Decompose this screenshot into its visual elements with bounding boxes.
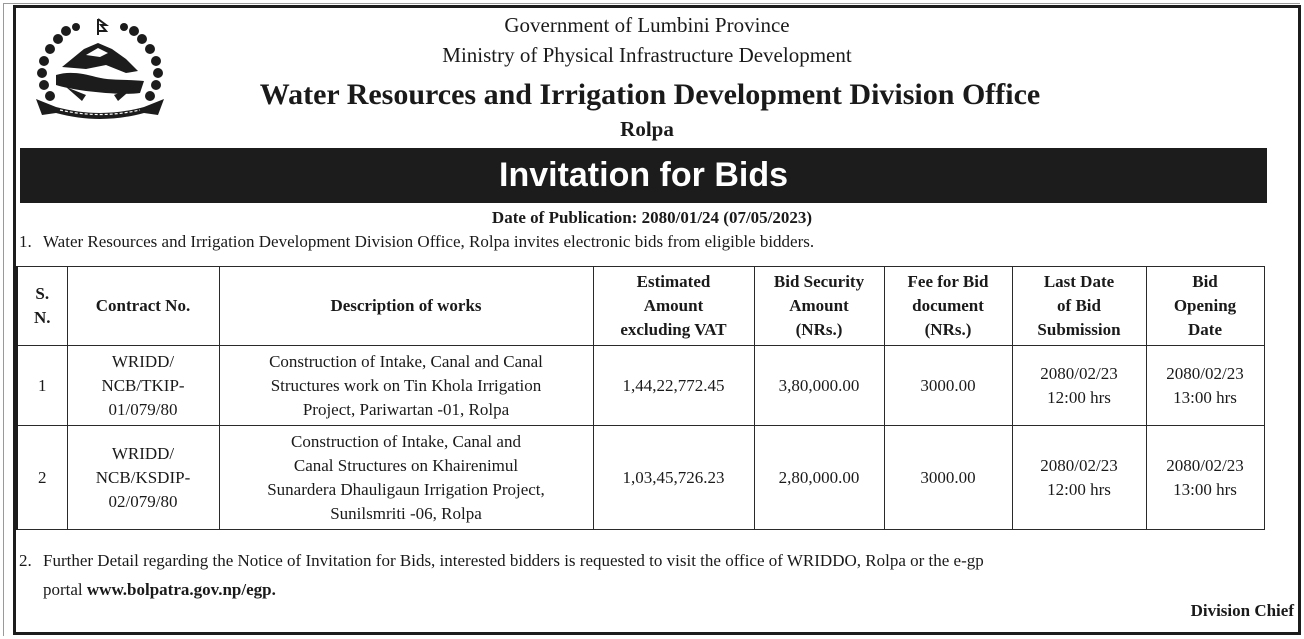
header-fee: Fee for Bid document (NRs.) <box>884 267 1012 346</box>
bids-table <box>16 266 1265 530</box>
header-last-date: Last Date of Bid Submission <box>1012 267 1146 346</box>
cell-last-date: 2080/02/23 12:00 hrs <box>1012 426 1146 530</box>
table-header-row <box>17 267 1264 346</box>
cell-description: Construction of Intake, Canal and Canal Structures work on Tin Khola Irrigation Project, Pariwartan -01, Rolpa <box>219 346 593 426</box>
cell-sn: 2 <box>17 426 67 530</box>
notice-title-banner: Invitation for Bids <box>20 148 1267 203</box>
header-opening-date: Bid Opening Date <box>1146 267 1264 346</box>
cell-opening-date: 2080/02/23 13:00 hrs <box>1146 346 1264 426</box>
cell-bid-security: 3,80,000.00 <box>754 346 884 426</box>
paragraph-text: Water Resources and Irrigation Development Division Office, Rolpa invites electronic bids from eligible bidders. <box>43 232 815 251</box>
paragraph-text-prefix: portal <box>43 580 87 599</box>
cell-contract-no: WRIDD/ NCB/TKIP- 01/079/80 <box>67 346 219 426</box>
egp-portal-link[interactable]: www.bolpatra.gov.np/egp. <box>86 580 276 599</box>
district-name: Rolpa <box>620 117 674 141</box>
cell-estimated-amount: 1,03,45,726.23 <box>593 426 754 530</box>
paragraph-2 <box>19 546 1269 604</box>
publication-date: Date of Publication: 2080/01/24 (07/05/2023) <box>491 208 813 227</box>
signature-title: Division Chief <box>1190 601 1294 620</box>
cell-estimated-amount: 1,44,22,772.45 <box>593 346 754 426</box>
header-bid-security: Bid Security Amount (NRs.) <box>754 267 884 346</box>
cell-fee: 3000.00 <box>884 426 1012 530</box>
government-name: Government of Lumbini Province <box>504 13 790 37</box>
cell-fee: 3000.00 <box>884 346 1012 426</box>
cell-opening-date: 2080/02/23 13:00 hrs <box>1146 426 1264 530</box>
cell-description: Construction of Intake, Canal and Canal Structures on Khairenimul Sunardera Dhauligaun Irrigation Project, Sunilsmriti -06, Rolpa <box>219 426 593 530</box>
table-row <box>17 346 1264 426</box>
paragraph-number: 2. <box>19 551 32 570</box>
cell-bid-security: 2,80,000.00 <box>754 426 884 530</box>
header-sn: S. N. <box>17 267 67 346</box>
paragraph-number: 1. <box>19 232 32 251</box>
ministry-name: Ministry of Physical Infrastructure Development <box>442 43 852 67</box>
nepal-government-emblem-icon <box>26 15 174 127</box>
paragraph-1 <box>19 232 814 252</box>
header-contract-no: Contract No. <box>67 267 219 346</box>
header-estimated-amount: Estimated Amount excluding VAT <box>593 267 754 346</box>
cell-contract-no: WRIDD/ NCB/KSDIP- 02/079/80 <box>67 426 219 530</box>
cell-sn: 1 <box>17 346 67 426</box>
header-description: Description of works <box>219 267 593 346</box>
office-name: Water Resources and Irrigation Development Division Office <box>259 78 1041 111</box>
cell-last-date: 2080/02/23 12:00 hrs <box>1012 346 1146 426</box>
table-row <box>17 426 1264 530</box>
paragraph-text: Further Detail regarding the Notice of Invitation for Bids, interested bidders is requested to visit the office of WRIDDO, Rolpa or the e-gp <box>43 551 984 570</box>
